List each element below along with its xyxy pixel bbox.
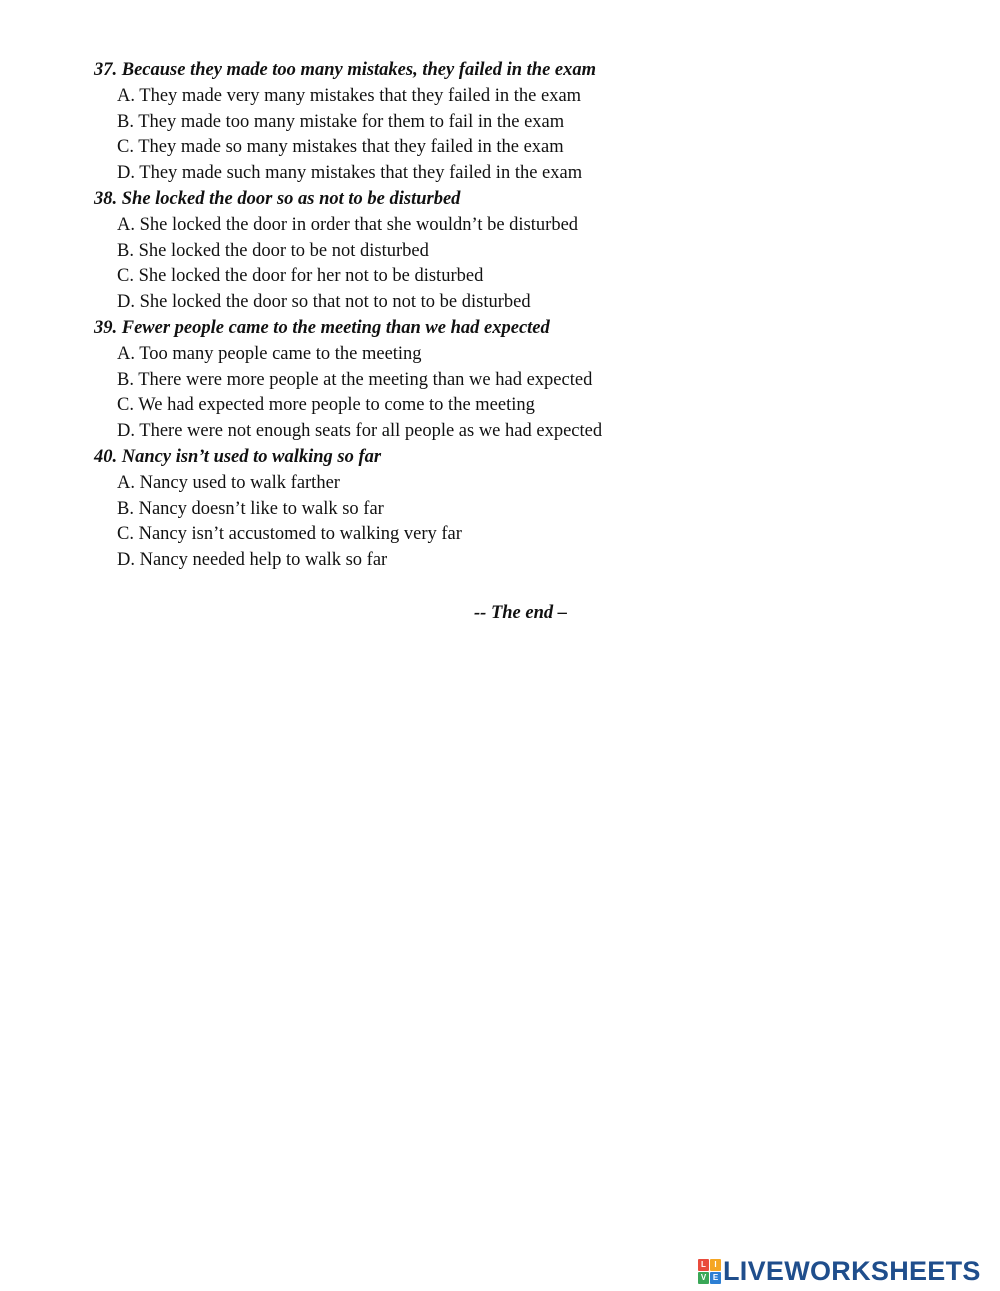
answer-option-b[interactable]: B. They made too many mistake for them to fail in the exam	[117, 111, 565, 132]
question-stem: 37. Because they made too many mistakes, they failed in the exam	[94, 60, 597, 80]
answer-option-a[interactable]: A. Too many people came to the meeting	[117, 343, 422, 364]
question-39	[94, 316, 914, 445]
question-38	[94, 187, 914, 316]
answer-option-d[interactable]: D. There were not enough seats for all people as we had expected	[117, 421, 603, 442]
answer-option-c[interactable]: C. Nancy isn’t accustomed to walking very far	[117, 524, 462, 545]
answer-option-b[interactable]: B. She locked the door to be not disturbed	[117, 240, 429, 261]
answer-option-b[interactable]: B. Nancy doesn’t like to walk so far	[117, 498, 384, 519]
logo-letter: E	[710, 1272, 721, 1284]
logo-letter: I	[710, 1259, 721, 1271]
liveworksheets-logo-icon	[698, 1259, 720, 1283]
answer-option-c[interactable]: C. They made so many mistakes that they failed in the exam	[117, 137, 564, 158]
answer-option-a[interactable]: A. They made very many mistakes that they failed in the exam	[117, 85, 582, 106]
answer-option-c[interactable]: C. She locked the door for her not to be disturbed	[117, 266, 484, 287]
answer-option-c[interactable]: C. We had expected more people to come to the meeting	[117, 395, 535, 416]
answer-option-d[interactable]: D. She locked the door so that not to not to be disturbed	[117, 292, 531, 313]
question-stem: 39. Fewer people came to the meeting than we had expected	[94, 317, 550, 338]
question-40	[94, 445, 914, 574]
brand-name: LIVEWORKSHEETS	[723, 1256, 981, 1286]
question-stem: 38. She locked the door so as not to be disturbed	[94, 188, 461, 209]
question-stem: 40. Nancy isn’t used to walking so far	[94, 446, 382, 467]
logo-letter: V	[698, 1272, 709, 1284]
answer-option-a[interactable]: A. Nancy used to walk farther	[117, 472, 340, 493]
answer-option-d[interactable]: D. Nancy needed help to walk so far	[117, 550, 388, 571]
question-list	[94, 58, 914, 574]
end-marker: -- The end –	[474, 603, 567, 623]
liveworksheets-brand	[698, 1256, 981, 1286]
answer-option-a[interactable]: A. She locked the door in order that she wouldn’t be disturbed	[117, 214, 579, 235]
answer-option-d[interactable]: D. They made such many mistakes that they failed in the exam	[117, 163, 583, 184]
logo-letter: L	[698, 1259, 709, 1271]
question-37	[94, 58, 914, 187]
answer-option-b[interactable]: B. There were more people at the meeting than we had expected	[117, 369, 593, 390]
